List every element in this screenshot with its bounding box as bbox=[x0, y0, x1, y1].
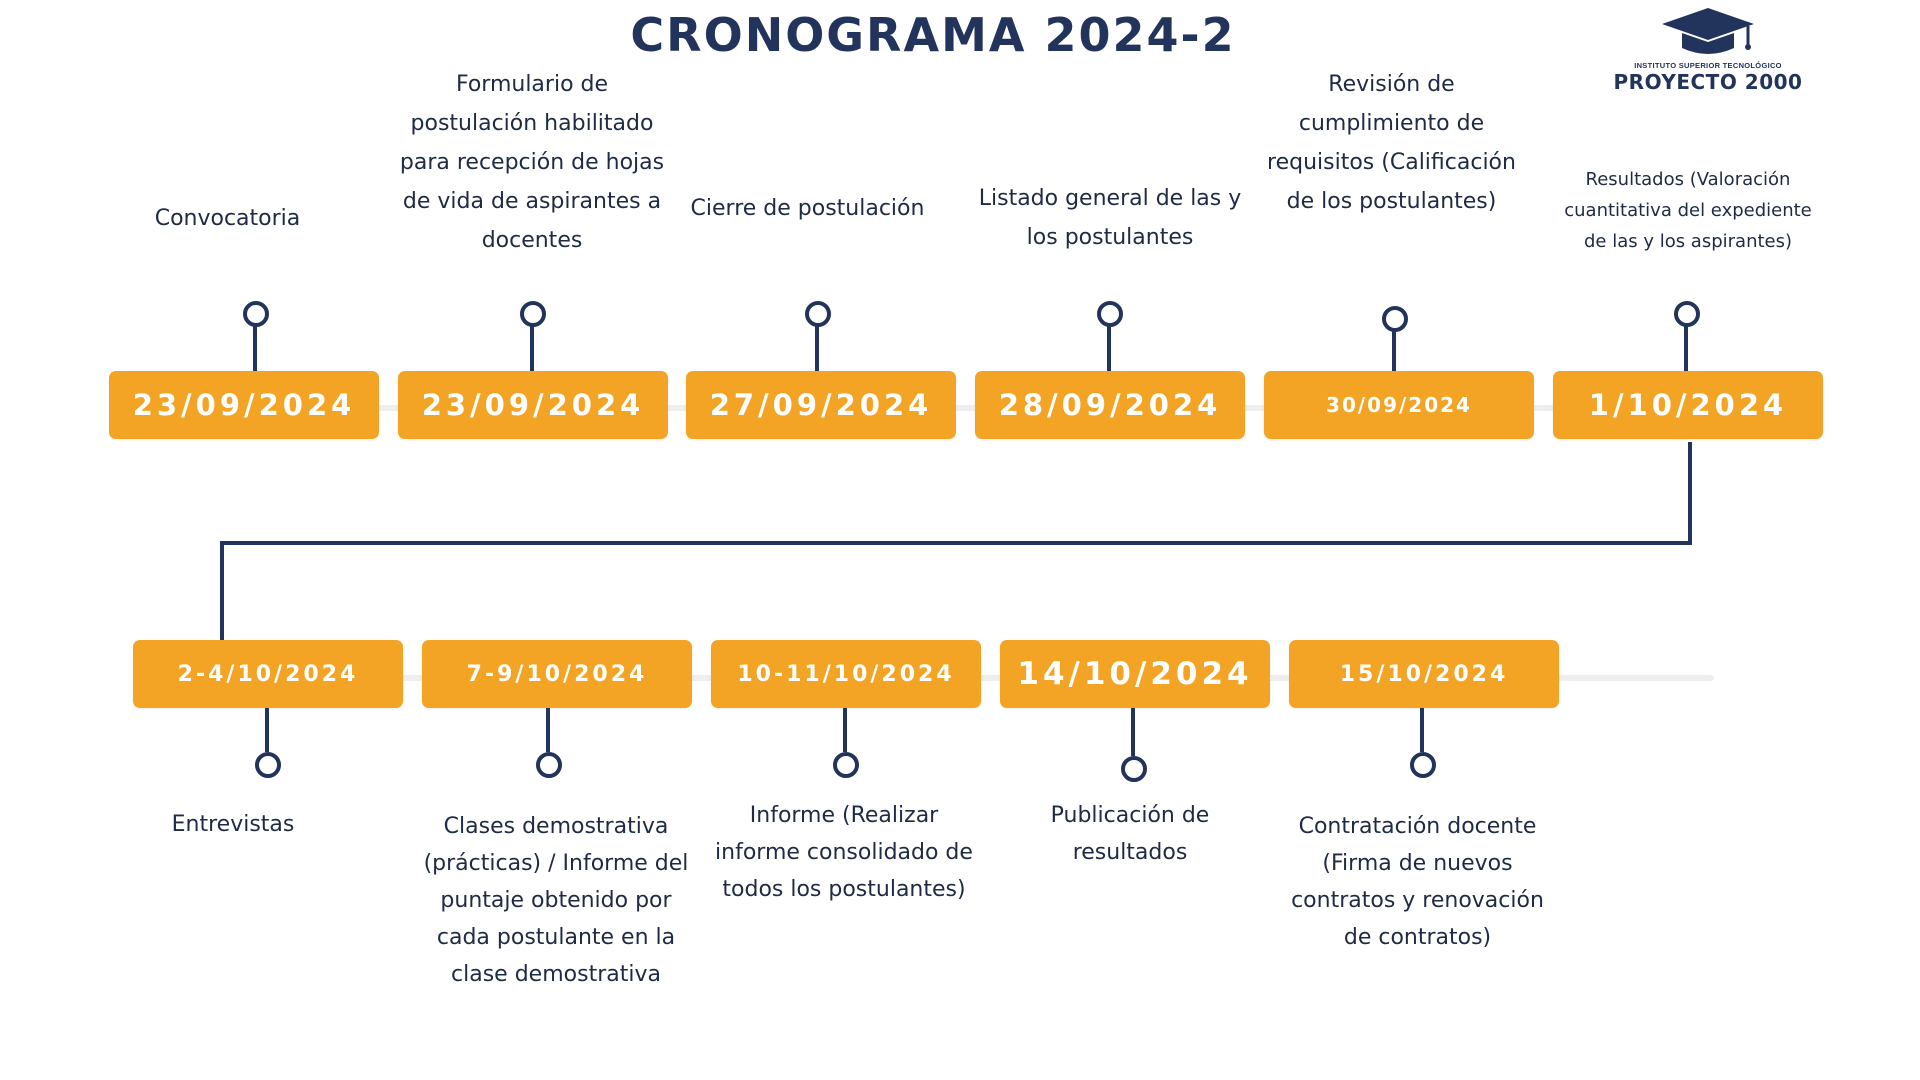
logo-name: PROYECTO 2000 bbox=[1613, 70, 1803, 94]
pin-line bbox=[546, 708, 550, 752]
date-box: 27/09/2024 bbox=[686, 371, 956, 439]
pin-line bbox=[253, 321, 257, 371]
pin-dot bbox=[805, 301, 831, 327]
pin-dot bbox=[255, 752, 281, 778]
date-box: 10-11/10/2024 bbox=[711, 640, 981, 708]
date-box: 2-4/10/2024 bbox=[133, 640, 403, 708]
pin-dot bbox=[536, 752, 562, 778]
date-box: 23/09/2024 bbox=[398, 371, 668, 439]
event-label: Revisión de cumplimiento de requisitos (Calificación de los postulantes) bbox=[1267, 72, 1516, 214]
pin-line bbox=[1131, 708, 1135, 756]
pin-dot bbox=[520, 301, 546, 327]
event-label: Publicación de resultados bbox=[1050, 803, 1210, 865]
page-title: CRONOGRAMA 2024-2 bbox=[630, 8, 1236, 62]
pin-dot bbox=[1121, 756, 1147, 782]
date-box: 14/10/2024 bbox=[1000, 640, 1270, 708]
event-label: Formulario de postulación habilitado para recepción de hojas de vida de aspirantes a docentes bbox=[399, 72, 665, 253]
pin-line bbox=[1684, 321, 1688, 371]
pin-dot bbox=[1382, 306, 1408, 332]
date-box: 1/10/2024 bbox=[1553, 371, 1823, 439]
pin-dot bbox=[243, 301, 269, 327]
date-box: 7-9/10/2024 bbox=[422, 640, 692, 708]
pin-dot bbox=[1410, 752, 1436, 778]
date-box: 28/09/2024 bbox=[975, 371, 1245, 439]
event-label: Listado general de las y los postulantes bbox=[978, 186, 1242, 250]
logo-subtitle: INSTITUTO SUPERIOR TECNOLÓGICO bbox=[1634, 61, 1782, 70]
date-box: 30/09/2024 bbox=[1264, 371, 1534, 439]
pin-line bbox=[530, 321, 534, 371]
date-box: 23/09/2024 bbox=[109, 371, 379, 439]
event-label: Contratación docente (Firma de nuevos contratos y renovación de contratos) bbox=[1291, 814, 1544, 950]
pin-line bbox=[843, 708, 847, 752]
event-label: Informe (Realizar informe consolidado de todos los postulantes) bbox=[715, 803, 973, 902]
date-box: 15/10/2024 bbox=[1289, 640, 1559, 708]
pin-line bbox=[1392, 326, 1396, 371]
event-label: Clases demostrativa (prácticas) / Informe del puntaje obtenido por cada postulante en la clase demostrativa bbox=[423, 814, 689, 987]
pin-line bbox=[1420, 708, 1424, 752]
pin-dot bbox=[1674, 301, 1700, 327]
event-label: Cierre de postulación bbox=[690, 196, 925, 221]
pin-dot bbox=[833, 752, 859, 778]
event-label: Entrevistas bbox=[171, 812, 295, 837]
event-label: Convocatoria bbox=[154, 206, 301, 231]
event-label: Resultados (Valoración cuantitativa del expediente de las y los aspirantes) bbox=[1564, 169, 1812, 252]
pin-line bbox=[265, 708, 269, 752]
pin-line bbox=[815, 321, 819, 371]
pin-dot bbox=[1097, 301, 1123, 327]
pin-line bbox=[1107, 321, 1111, 371]
